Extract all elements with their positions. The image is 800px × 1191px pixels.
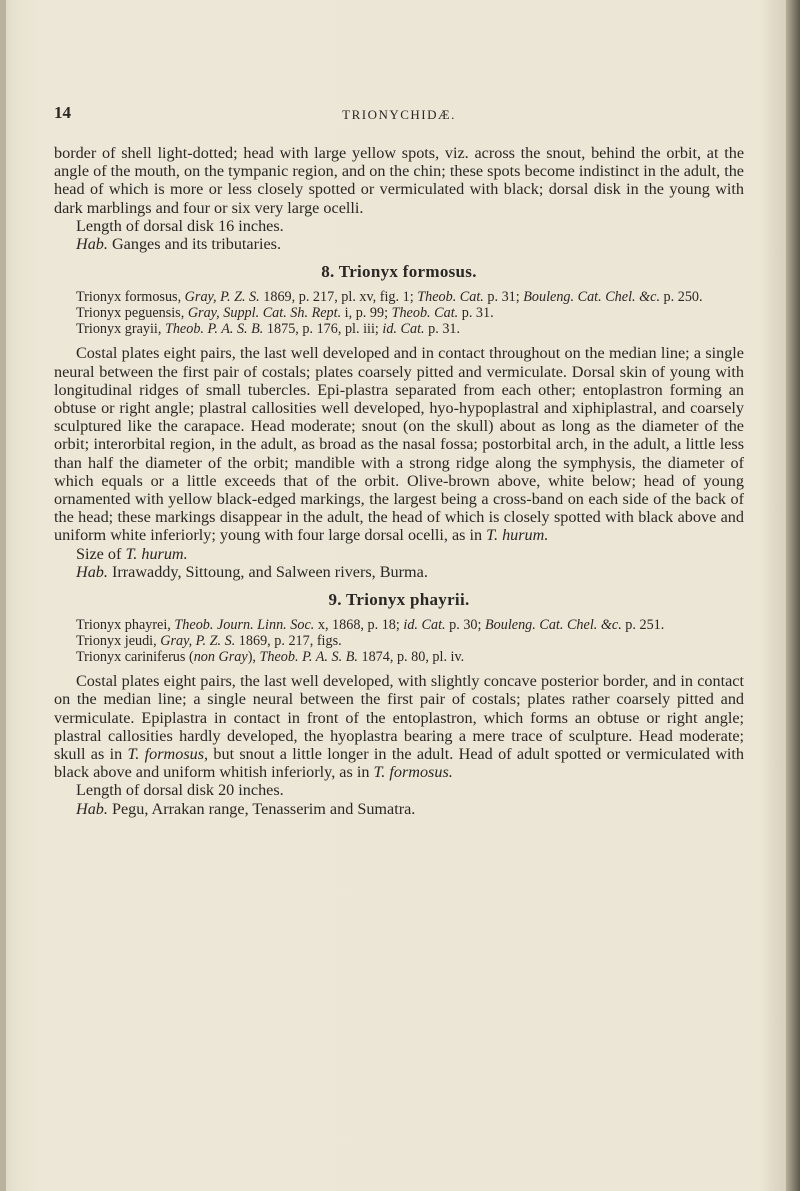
- continuation-length: Length of dorsal disk 16 inches.: [76, 216, 284, 235]
- species-9-synonymy: [54, 617, 744, 665]
- page-edge-shadow: [786, 0, 800, 1191]
- species-9-description: Costal plates eight pairs, the last well developed, with slightly concave posterior border, and in contact on the median line; a single neural between the first pair of costals; plates rather coarsely pitted and vermiculate. Epiplastra in contact in front of the entoplastron, which forms an obtuse or right angle; plastral callosities hardly developed, the hyoplastra bearing a mere trace of sculpture. Head moderate; skull as in T. formosus, but snout a little longer in the adult. Head of adult spotted or vermiculated with black above and uniform whitish inferiorly, as in T. formosus.: [54, 672, 745, 782]
- page-content: [54, 104, 744, 818]
- synonym-entry: Trionyx peguensis, Gray, Suppl. Cat. Sh. Rept. i, p. 99; Theob. Cat. p. 31.: [76, 305, 494, 322]
- synonym-entry: Trionyx cariniferus (non Gray), Theob. P. A. S. B. 1874, p. 80, pl. iv.: [76, 649, 465, 666]
- hab-label: Hab.: [76, 235, 108, 254]
- hab-text: Ganges and its tributaries.: [111, 235, 282, 254]
- continuation-habitat: [54, 235, 744, 253]
- synonym-entry: Trionyx phayrei, Theob. Journ. Linn. Soc. x, 1868, p. 18; id. Cat. p. 30; Bouleng. Cat. Chel. &c. p. 251.: [76, 617, 665, 634]
- page-header: [54, 104, 744, 130]
- synonym-entry: Trionyx grayii, Theob. P. A. S. B. 1875, p. 176, pl. iii; id. Cat. p. 31.: [76, 321, 461, 338]
- species-8-habitat: Hab. Irrawaddy, Sittoung, and Salween rivers, Burma.: [76, 562, 428, 581]
- page-number: 14: [54, 103, 71, 122]
- species-9-length: Length of dorsal disk 20 inches.: [76, 781, 284, 800]
- running-title: TRIONYCHIDÆ.: [342, 107, 456, 122]
- continuation-paragraph: border of shell light-dotted; head with large yellow spots, viz. across the snout, behind the orbit, at the angle of the mouth, on the tympanic region, and on the chin; these spots become indistinct in the adult, the head of which is more or less closely spotted or vermiculated with black; dorsal disk in the young with dark marblings and four or six very large ocelli.: [54, 144, 744, 217]
- species-8-description: Costal plates eight pairs, the last well developed and in contact throughout on the median line; a single neural between the first pair of costals; plates coarsely pitted and vermiculate. Dorsal skin of young with longitudinal ridges of small tubercles. Epi-plastra separated from each other; entoplastron forming an obtuse or right angle; plastral callosities well developed, hyo-hypoplastral and xiphiplastral, and coarsely sculptured like the carapace. Head moderate; snout (on the skull) about as long as the diameter of the orbit; interorbital region, in the adult, as broad as the nasal fossa; postorbital arch, in the adult, a little less than half the diameter of the orbit; mandible with a strong ridge along the symphysis, the diameter of which equals or a little exceeds that of the orbit. Olive-brown above, white below; head of young ornamented with yellow black-edged markings, the largest being a cross-band on each side of the back of the head; these markings disappear in the adult, the head of which is closely spotted with black above and uniform white inferiorly; young with four large dorsal ocelli, as in T. hurum.: [54, 344, 744, 545]
- synonym-entry: Trionyx formosus, Gray, P. Z. S. 1869, p. 217, pl. xv, fig. 1; Theob. Cat. p. 31; Bouleng. Cat. Chel. &c. p. 250.: [76, 289, 703, 306]
- species-8-title: 8. Trionyx formosus.: [321, 262, 477, 282]
- species-9-title: 9. Trionyx phayrii.: [328, 590, 470, 610]
- page-gutter-shadow: [0, 0, 6, 1191]
- synonym-entry: Trionyx jeudi, Gray, P. Z. S. 1869, p. 217, figs.: [76, 633, 342, 650]
- species-8-size: Size of T. hurum.: [76, 544, 188, 563]
- species-8-synonymy: [54, 289, 744, 337]
- species-9-habitat: Hab. Pegu, Arrakan range, Tenasserim and Sumatra.: [76, 799, 416, 818]
